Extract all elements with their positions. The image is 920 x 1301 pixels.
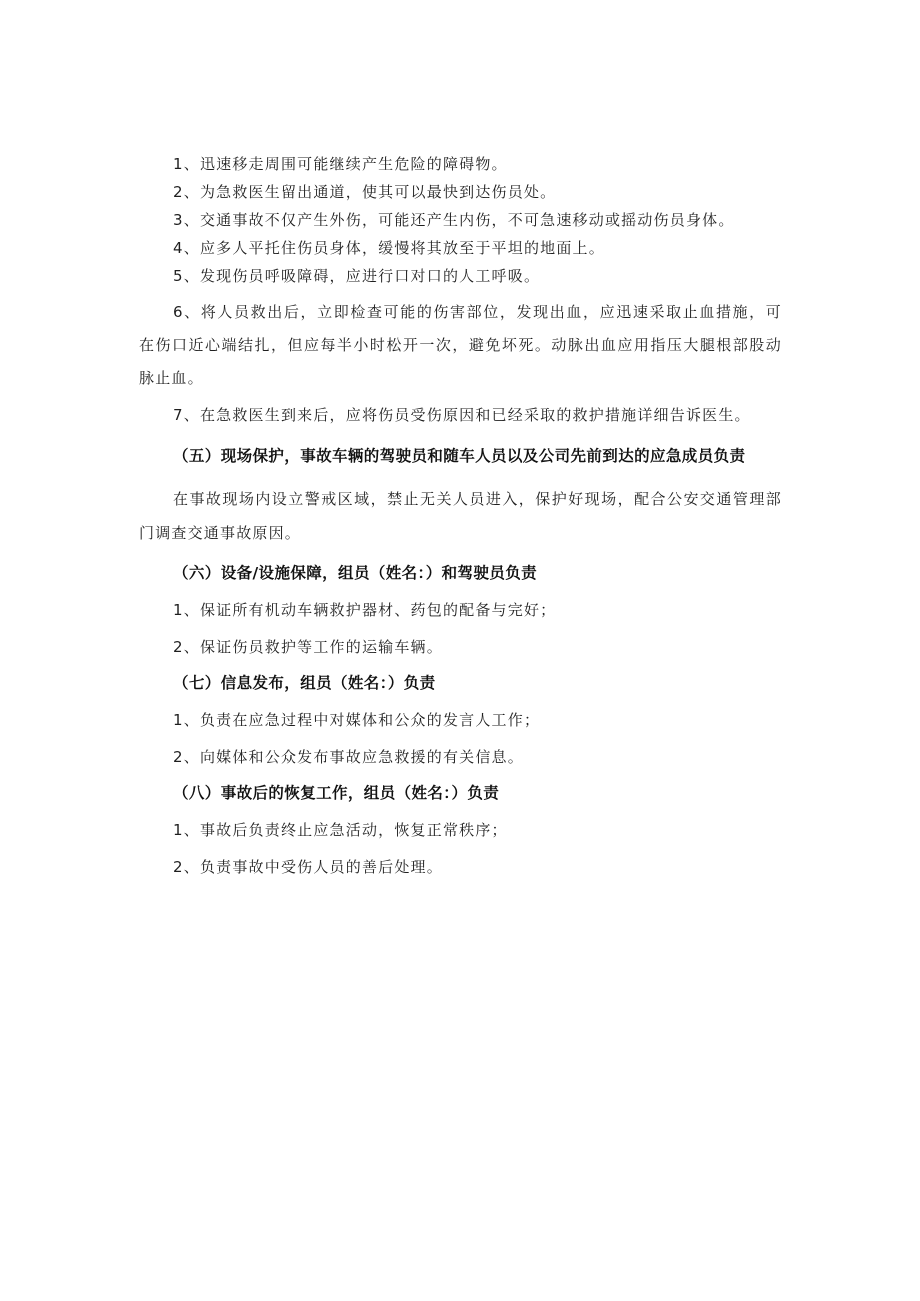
list-item: 6、将人员救出后，立即检查可能的伤害部位，发现出血，应迅速采取止血措施，可在伤口近心端结扎，但应每半小时松开一次，避免坏死。动脉出血应用指压大腿根部股动脉止血。 [139,303,782,387]
list-item: 2、为急救医生留出通道，使其可以最快到达伤员处。 [173,183,557,201]
document-body [139,150,782,882]
list-item: 4、应多人平托住伤员身体，缓慢将其放至于平坦的地面上。 [173,239,605,257]
section-heading: （六）设备/设施保障，组员（姓名：）和驾驶员负责 [173,564,538,582]
list-item: 1、负责在应急过程中对媒体和公众的发言人工作； [173,711,541,729]
list-item: 2、向媒体和公众发布事故应急救援的有关信息。 [173,748,524,766]
list-item: 5、发现伤员呼吸障碍，应进行口对口的人工呼吸。 [173,267,541,285]
list-item: 7、在急救医生到来后，应将伤员受伤原因和已经采取的救护措施详细告诉医生。 [173,406,751,424]
list-item: 2、负责事故中受伤人员的善后处理。 [173,858,443,876]
list-item: 1、迅速移走周围可能继续产生危险的障碍物。 [173,155,508,173]
list-item: 1、保证所有机动车辆救护器材、药包的配备与完好； [173,601,557,619]
section-heading: （五）现场保护，事故车辆的驾驶员和随车人员以及公司先前到达的应急成员负责 [173,447,746,465]
list-item: 2、保证伤员救护等工作的运输车辆。 [173,638,443,656]
list-item: 1、事故后负责终止应急活动，恢复正常秩序； [173,821,508,839]
section-paragraph: 在事故现场内设立警戒区域，禁止无关人员进入，保护好现场，配合公安交通管理部门调查交通事故原因。 [139,490,782,542]
list-item: 3、交通事故不仅产生外伤，可能还产生内伤，不可急速移动或摇动伤员身体。 [173,211,735,229]
section-heading: （八）事故后的恢复工作，组员（姓名：）负责 [173,784,500,802]
section-heading: （七）信息发布，组员（姓名：）负责 [173,674,436,692]
